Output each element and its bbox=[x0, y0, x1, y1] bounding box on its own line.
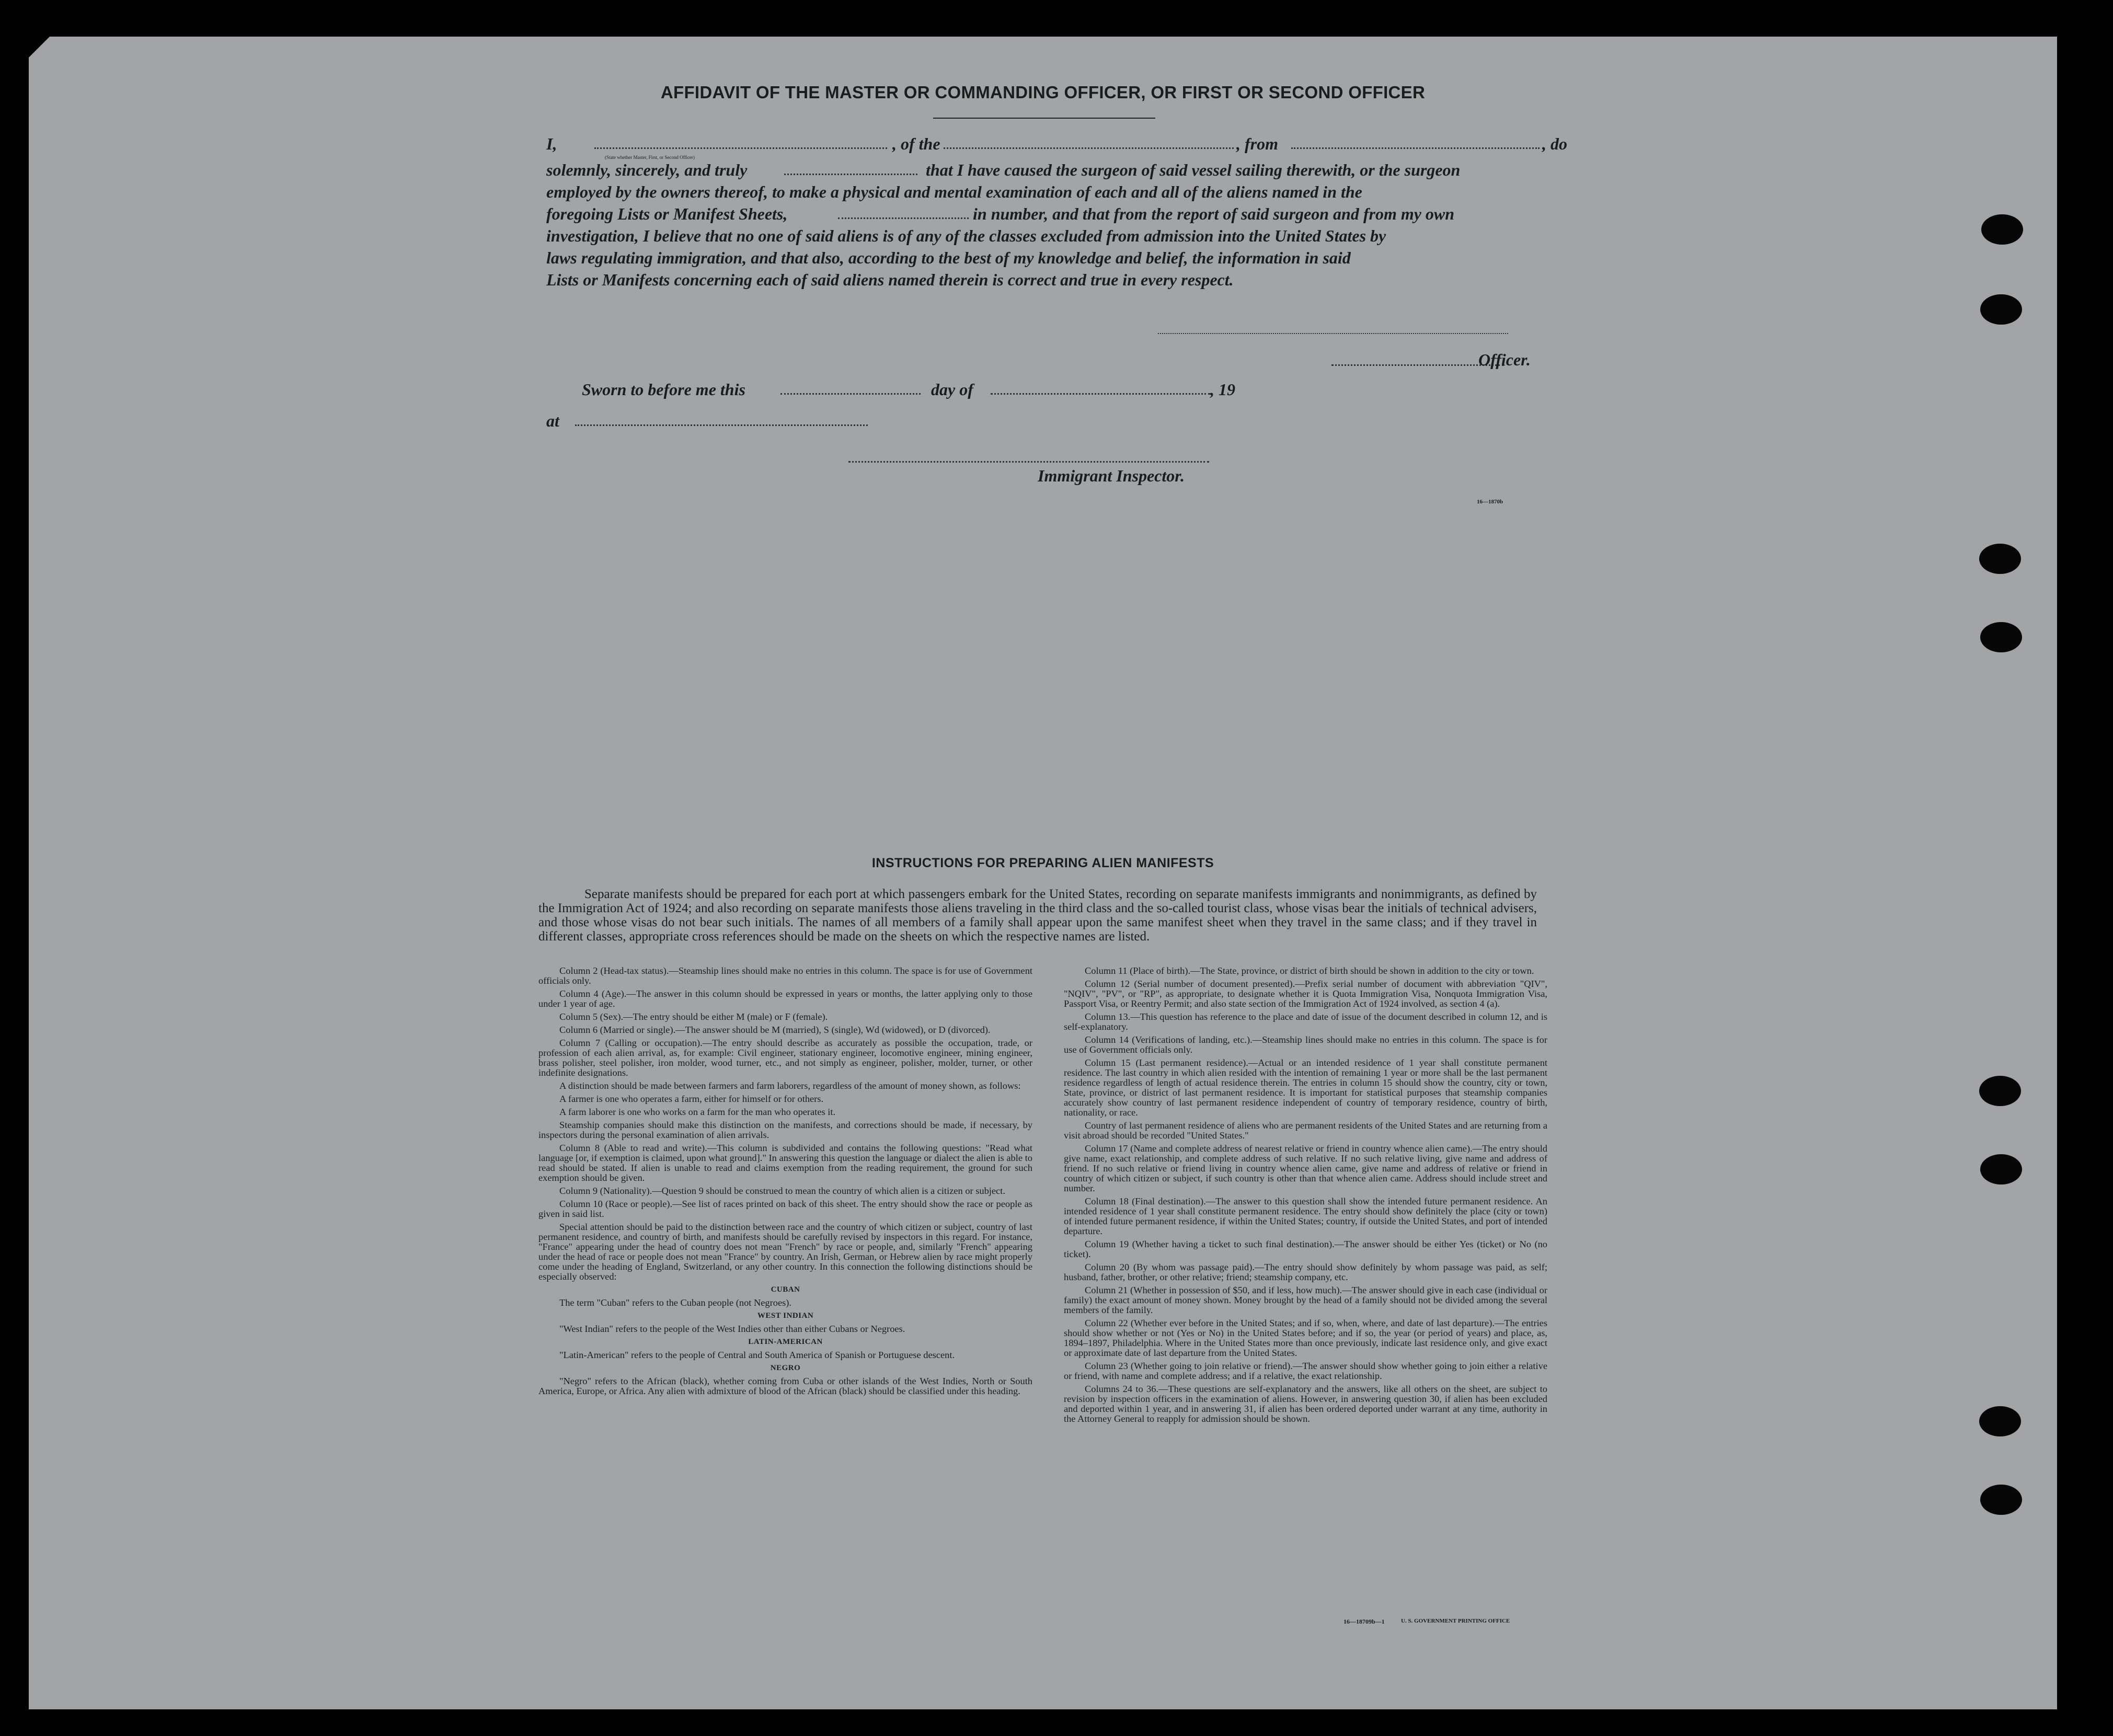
instruction-paragraph: Column 21 (Whether in possession of $50, and if less, how much).—The answer should give in each case (individual or family) the exact amount of money shown. Money brought by the head of a family should not be divided among the several members of the family. bbox=[1064, 1285, 1547, 1315]
oath-field bbox=[784, 174, 917, 175]
rank-note: (State whether Master, First, or Second Officer) bbox=[605, 155, 695, 160]
instruction-paragraph: Column 18 (Final destination).—The answer to this question shall show the intended future permanent residence. An intended residence of 1 year shall constitute permanent residence. The entry should show definitely the place (city or town) of intended future permanent residence, if within the United States; country, if outside the United States, and port of intended departure. bbox=[1064, 1196, 1547, 1236]
punch-hole bbox=[1979, 1076, 2021, 1106]
port-field bbox=[1291, 147, 1540, 149]
inspector-signature-line bbox=[848, 461, 1209, 463]
day-of-label: day of bbox=[931, 380, 973, 399]
affidavit-line1-of: , of the bbox=[892, 134, 940, 153]
instruction-paragraph: Column 17 (Name and complete address of nearest relative or friend in country whence alien came).—The entry should give name, exact relationship, and complete address of such relative. If no such relative living, give name and address of friend. If no such relative or friend living in country whence alien came, give name and address of relative or friend in country of which citizen or subject, if such country is other than that whence alien came. Address should include street and number. bbox=[1064, 1143, 1547, 1193]
affidavit-line1-from: , from bbox=[1236, 134, 1278, 153]
instruction-paragraph: Column 22 (Whether ever before in the United States; and if so, when, where, and date of last departure).—The entries should show whether or not (Yes or No) in the United States before; and if so, the year (or period of years) and place, as, 1894–1897, Philadelphia. Where in the United States more than once previously, indicate last residence only, and give exact or approximate date of last departure from the United States. bbox=[1064, 1318, 1547, 1358]
instruction-paragraph: A farm laborer is one who works on a farm for the man who operates it. bbox=[559, 1107, 836, 1117]
instruction-paragraph: Column 20 (By whom was passage paid).—The entry should show definitely by whom passage was paid, as self; husband, father, brother, or other relative; friend; steamship company, etc. bbox=[1064, 1262, 1547, 1282]
heading-cuban: CUBAN bbox=[771, 1285, 800, 1294]
sworn-label: Sworn to before me this bbox=[582, 380, 745, 399]
latin-american-definition: "Latin-American" refers to the people of Central and South America of Spanish or Portuguese descent. bbox=[559, 1350, 955, 1360]
negro-definition: "Negro" refers to the African (black), whether coming from Cuba or other islands of the West Indies, North or South America, Europe, or Africa. Any alien with admixture of blood of the African (black) should be classified under this heading. bbox=[538, 1376, 1032, 1396]
instruction-paragraph: Column 14 (Verifications of landing, etc.).—Steamship lines should make no entries in this column. The space is for use of Government officials only. bbox=[1064, 1034, 1547, 1055]
inspector-label: Immigrant Inspector. bbox=[1038, 466, 1185, 485]
instruction-paragraph: Steamship companies should make this distinction on the manifests, and corrections should be made, if necessary, by inspectors during the personal examination of alien arrivals. bbox=[538, 1120, 1032, 1140]
instructions-title: INSTRUCTIONS FOR PREPARING ALIEN MANIFESTS bbox=[871, 856, 1214, 870]
punch-hole bbox=[1980, 622, 2022, 652]
instruction-paragraph: Column 8 (Able to read and write).—This column is subdivided and contains the following questions: "Read what language [or, if exemption is claimed, upon what ground]." In answering this question the language or dialect the alien is able to read should be stated. If alien is unable to read and claims exemption from the reading requirement, the ground for such exemption should be given. bbox=[538, 1143, 1032, 1183]
document-sheet bbox=[29, 37, 2057, 1709]
affidavit-line1-i: I, bbox=[546, 134, 557, 153]
at-label: at bbox=[546, 411, 559, 430]
instruction-paragraph: Column 5 (Sex).—The entry should be either M (male) or F (female). bbox=[559, 1011, 828, 1022]
instruction-paragraph: Column 7 (Calling or occupation).—The entry should describe as accurately as possible the occupation, trade, or profession of each alien arrival, as, for example: Civil engineer, stationary engineer, locomotive engineer, mining engineer, brass polisher, steel polisher, iron molder, wood turner, etc., and not simply as engineer, polisher, molder, turner, or other indefinite designations. bbox=[538, 1038, 1032, 1078]
instructions-left-column bbox=[538, 966, 1032, 1399]
affidavit-line4-a: foregoing Lists or Manifest Sheets, bbox=[546, 204, 788, 223]
cuban-definition: The term "Cuban" refers to the Cuban people (not Negroes). bbox=[559, 1297, 791, 1308]
instructions-right-column bbox=[1064, 966, 1547, 1427]
heading-negro: NEGRO bbox=[770, 1364, 801, 1372]
instruction-paragraph: Special attention should be paid to the distinction between race and the country of which citizen or subject, country of last permanent residence, and country of birth, and manifests should be carefully revised by inspectors in this regard. For instance, "France" appearing under the head of country does not mean "French" by race or people, and, similarly "French" appearing under the head of race or people does not mean "France" by country. An Irish, German, or Hebrew alien by race might properly come under the heading of England, Switzerland, or any other country. In this connection the following distinctions should be especially observed: bbox=[538, 1222, 1032, 1282]
title-underline bbox=[933, 118, 1155, 119]
vessel-name-field bbox=[944, 147, 1234, 149]
instruction-paragraph: Column 15 (Last permanent residence).—Actual or an intended residence of 1 year shall constitute permanent residence. The last country in which alien resided with the intention of remaining 1 year or more shall be the last permanent residence regardless of length of actual residence therein. The entries in column 15 should show the country, city or town, State, province, or district of last permanent residence. It is important for statistical purposes that steamship companies accurately show country of last permanent residence independent of country of temporary residence, country of birth, nationality, or race. bbox=[1064, 1057, 1547, 1118]
west-indian-definition: "West Indian" refers to the people of the West Indies other than either Cubans or Negroes. bbox=[559, 1324, 905, 1334]
affidavit-line1-do: , do bbox=[1542, 134, 1567, 153]
instruction-paragraph: Column 19 (Whether having a ticket to such final destination).—The answer should be either Yes (ticket) or No (no ticket). bbox=[1064, 1239, 1547, 1259]
instruction-paragraph: Column 2 (Head-tax status).—Steamship lines should make no entries in this column. The space is for use of Government officials only. bbox=[538, 965, 1032, 986]
instruction-paragraph: Columns 24 to 36.—These questions are self-explanatory and the answers, like all others on the sheet, are subject to revision by inspection officers in the examination of aliens. However, in answering question 30, if alien has been excluded and deported within 1 year, and in answering 31, if alien has been ordered deported under warrant at any time, authority in the Attorney General to reapply for admission should be shown. bbox=[1064, 1384, 1547, 1424]
instruction-paragraph: Country of last permanent residence of aliens who are permanent residents of the United States and are returning from a visit abroad should be recorded "United States." bbox=[1064, 1120, 1547, 1141]
affidavit-line5: investigation, I believe that no one of said aliens is of any of the classes excluded from admission into the United States by bbox=[546, 226, 1386, 245]
heading-latin-american: LATIN-AMERICAN bbox=[748, 1338, 823, 1346]
instructions-intro: Separate manifests should be prepared for each port at which passengers embark for the United States, recording on separate manifests immigrants and nonimmigrants, as defined by the Immigration Act of 1924; and also recording on separate manifests those aliens traveling in the third class and the so-called tourist class, whose visas bear the initials of technical advisers, and those whose visas do not bear such initials. The names of all members of a family shall appear upon the same manifest sheet when they travel in the same class; and if they travel in different classes, appropriate cross references should be made on the sheets on which the respective names are listed. bbox=[538, 887, 1537, 944]
instruction-paragraph: Column 11 (Place of birth).—The State, province, or district of birth should be shown in addition to the city or town. bbox=[1085, 965, 1534, 976]
instructions-form-number: 16—18709b—1 bbox=[1343, 1618, 1385, 1625]
sworn-place-field bbox=[575, 424, 868, 426]
affidavit-line2-b: that I have caused the surgeon of said vessel sailing therewith, or the surgeon bbox=[926, 160, 1461, 179]
sworn-month-field bbox=[991, 393, 1210, 395]
instruction-paragraph: Column 12 (Serial number of document presented).—Prefix serial number of document with abbreviation "QIV", "NQIV", "PV", or "RP", as appropriate, to designate whether it is Quota Immigration Visa, Nonquota Immigration Visa, Passport Visa, or Reentry Permit; and also state section of the Immigration Act of 1924 involved, as section 4 (a). bbox=[1064, 979, 1547, 1009]
year-label: , 19 bbox=[1210, 380, 1235, 399]
sworn-day-field bbox=[780, 393, 921, 395]
heading-west-indian: WEST INDIAN bbox=[757, 1312, 814, 1320]
printer-imprint: U. S. GOVERNMENT PRINTING OFFICE bbox=[1401, 1618, 1510, 1624]
punch-hole bbox=[1981, 214, 2023, 245]
officer-signature-line bbox=[1158, 333, 1508, 334]
officer-rank-field bbox=[594, 147, 887, 149]
affidavit-line4-b: in number, and that from the report of said surgeon and from my own bbox=[973, 204, 1455, 223]
instruction-paragraph: Column 13.—This question has reference to the place and date of issue of the document described in column 12, and is self-explanatory. bbox=[1064, 1011, 1547, 1032]
punch-hole bbox=[1980, 1485, 2022, 1515]
affidavit-line7: Lists or Manifests concerning each of said aliens named therein is correct and true in every respect. bbox=[546, 270, 1234, 289]
punch-hole bbox=[1980, 294, 2022, 325]
instruction-paragraph: Column 10 (Race or people).—See list of races printed on back of this sheet. The entry should show the race or people as given in said list. bbox=[538, 1199, 1032, 1219]
affidavit-line6: laws regulating immigration, and that also, according to the best of my knowledge and belief, the information in said bbox=[546, 248, 1351, 267]
officer-label: Officer. bbox=[1478, 350, 1531, 369]
instruction-paragraph: Column 9 (Nationality).—Question 9 should be construed to mean the country of which alien is a citizen or subject. bbox=[559, 1186, 1005, 1196]
affidavit-line2-a: solemnly, sincerely, and truly bbox=[546, 160, 748, 179]
instruction-paragraph: Column 4 (Age).—The answer in this column should be expressed in years or months, the latter applying only to those under 1 year of age. bbox=[538, 988, 1032, 1009]
instruction-paragraph: A farmer is one who operates a farm, either for himself or for others. bbox=[559, 1094, 824, 1104]
punch-hole bbox=[1980, 1154, 2022, 1185]
affidavit-title: AFFIDAVIT OF THE MASTER OR COMMANDING OFFICER, OR FIRST OR SECOND OFFICER bbox=[660, 83, 1426, 102]
punch-hole bbox=[1979, 544, 2021, 574]
instruction-paragraph: Column 23 (Whether going to join relative or friend).—The answer should show whether going to join either a relative or friend, with name and complete address; and if a relative, the exact relationship. bbox=[1064, 1361, 1547, 1381]
sheet-count-field bbox=[838, 217, 969, 219]
affidavit-line3: employed by the owners thereof, to make a physical and mental examination of each and all of the aliens named in the bbox=[546, 182, 1362, 201]
punch-hole bbox=[1979, 1406, 2021, 1436]
instruction-paragraph: A distinction should be made between farmers and farm laborers, regardless of the amount of money shown, as follows: bbox=[559, 1080, 1021, 1091]
affidavit-form-number: 16—1870b bbox=[1477, 499, 1503, 505]
instruction-paragraph: Column 6 (Married or single).—The answer should be M (married), S (single), Wd (widowed), or D (divorced). bbox=[559, 1025, 991, 1035]
